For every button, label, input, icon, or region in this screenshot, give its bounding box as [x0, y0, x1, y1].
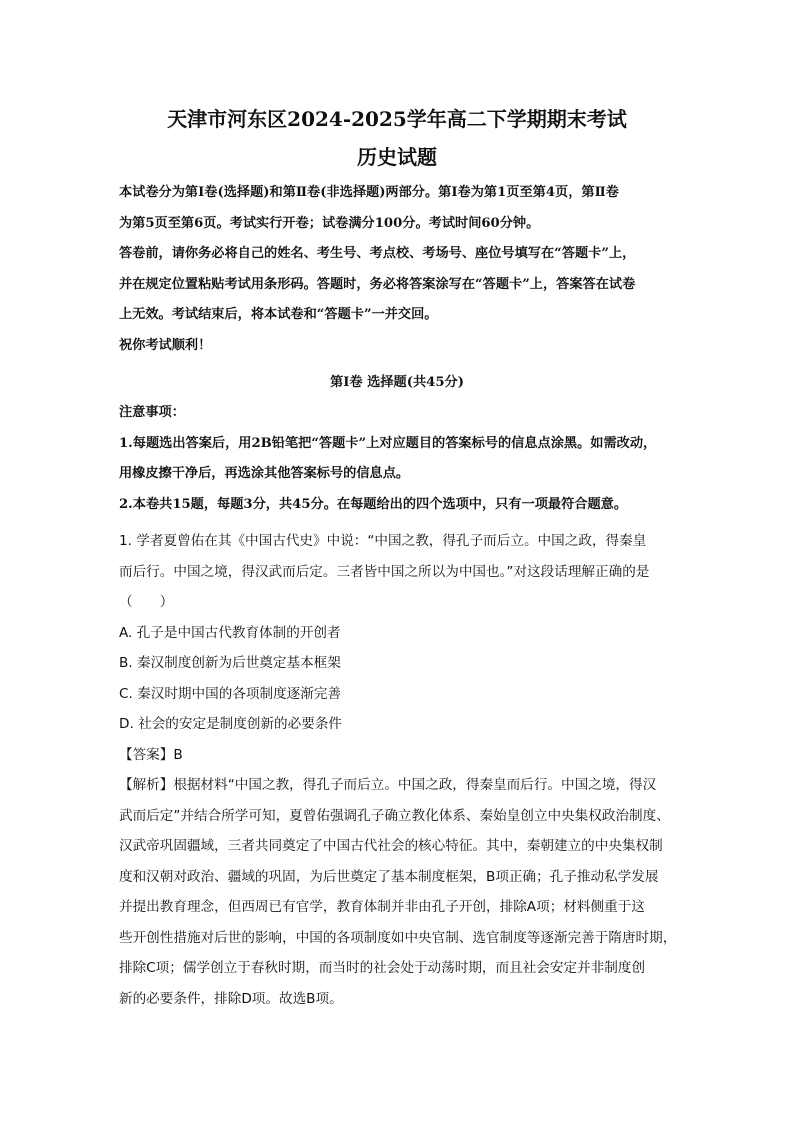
exam-title: 天津市河东区2024-2025学年高二下学期期末考试: [167, 107, 627, 131]
analysis-line: 些开创性措施对后世的影响，中国的各项制度如中央官制、选官制度等逐渐完善于隋唐时期，: [119, 929, 677, 946]
analysis-line: 汉武帝巩固疆域，三者共同奠定了中国古代社会的核心特征。其中，秦朝建立的中央集权制: [119, 838, 663, 854]
answer-label: 【答案】B: [119, 746, 183, 763]
answer-blank: （ ）: [119, 594, 174, 610]
question-1: [119, 526, 679, 1014]
analysis-line: 【解析】根据材料“中国之教，得孔子而后立。中国之政，得秦皇而后行。中国之境，得汉: [119, 777, 657, 793]
good-luck-line: 祝你考试顺利！: [119, 337, 212, 353]
option-c: C. 秦汉时期中国的各项制度逐渐完善: [119, 685, 342, 702]
notes-block: [119, 398, 679, 520]
option-a: A. 孔子是中国古代教育体制的开创者: [119, 624, 341, 641]
analysis-line: 新的必要条件，排除D项。故选B项。: [119, 990, 343, 1007]
intro-line: 答卷前，请你务必将自己的姓名、考生号、考点校、考场号、座位号填写在“答题卡”上，: [119, 246, 636, 261]
option-d: D. 社会的安定是制度创新的必要条件: [119, 716, 343, 732]
analysis-line: 并提出教育理念，但西周已有官学，教育体制并非由孔子开创，排除A项；材料侧重于这: [119, 899, 645, 915]
intro-line: 为第5页至第6页。考试实行开卷；试卷满分100分。考试时间60分钟。: [119, 215, 540, 231]
options-list: [119, 618, 679, 740]
intro-line: 本试卷分为第Ⅰ卷(选择题)和第Ⅱ卷(非选择题)两部分。第Ⅰ卷为第1页至第4页，第Ⅱ卷: [119, 185, 619, 200]
analysis-line: 武而后定”并结合所学可知，夏曾佑强调孔子确立教化体系、秦始皇创立中央集权政治制度、: [119, 807, 670, 824]
analysis-line: 度和汉朝对政治、疆域的巩固，为后世奠定了基本制度框架，B项正确；孔子推动私学发展: [119, 868, 659, 885]
analysis-line: 排除C项；儒学创立于春秋时期，而当时的社会处于动荡时期，而且社会安定并非制度创: [119, 960, 646, 976]
question-stem-line: 而后行。中国之境，得汉武而后定。三者皆中国之所以为中国也。”对这段话理解正确的是: [119, 563, 650, 580]
section-heading: 第Ⅰ卷 选择题(共45分): [330, 375, 464, 390]
note-line: 用橡皮擦干净后，再选涂其他答案标号的信息点。: [119, 466, 410, 481]
note-line: 1.每题选出答案后，用2B铅笔把“答题卡”上对应题目的答案标号的信息点涂黑。如需改动，: [119, 435, 657, 451]
intro-line: 上无效。考试结束后，将本试卷和“答题卡”一并交回。: [119, 307, 438, 322]
question-stem-line: 1. 学者夏曾佑在其《中国古代史》中说：“中国之教，得孔子而后立。中国之政，得秦皇: [119, 533, 647, 549]
notes-heading: 注意事项：: [119, 405, 185, 420]
option-b: B. 秦汉制度创新为后世奠定基本框架: [119, 655, 341, 671]
intro-line: 并在规定位置粘贴考试用条形码。答题时，务必将答案涂写在“答题卡”上，答案答在试卷: [119, 276, 636, 292]
analysis-block: [119, 770, 679, 1014]
subject-title: 历史试题: [357, 145, 437, 169]
note-line: 2.本卷共15题，每题3分，共45分。在每题给出的四个选项中，只有一项最符合题意。: [119, 496, 628, 512]
intro-instructions: [119, 178, 679, 361]
